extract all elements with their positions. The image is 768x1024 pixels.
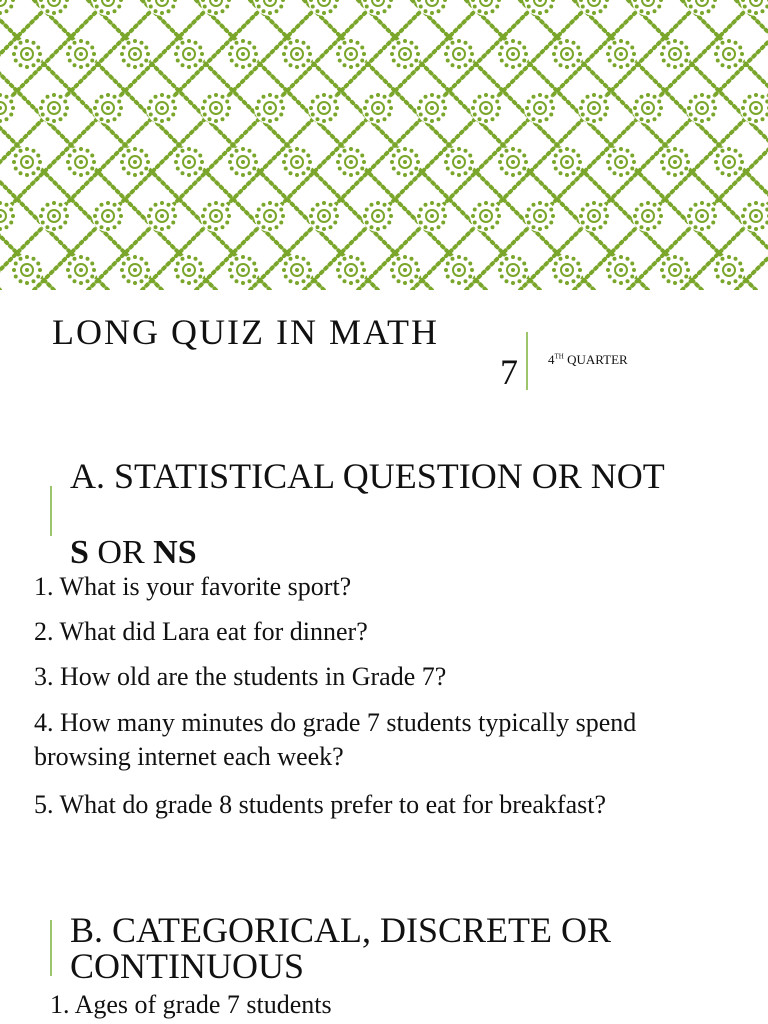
title-block (0, 290, 768, 400)
question-a1: 1. What is your favorite sport? (34, 572, 352, 601)
pattern-group (0, 0, 768, 290)
subtitle-text: QUARTER (563, 352, 628, 367)
subtitle (548, 352, 628, 368)
title-line2: 7 (500, 352, 520, 392)
question-a4: 4. How many minutes do grade 7 students typically spend browsing internet each week? (34, 708, 637, 771)
section-a-heading: A. STATISTICAL QUESTION OR NOT (70, 456, 665, 496)
question-a2: 2. What did Lara eat for dinner? (34, 617, 368, 646)
question-b1: 1. Ages of grade 7 students (50, 990, 332, 1019)
subtitle-ordinal: 4 (548, 352, 555, 367)
title-divider (526, 332, 528, 390)
option-ns: NS (153, 534, 197, 571)
pattern-graphic (0, 0, 768, 290)
question-a5: 5. What do grade 8 students prefer to eat for breakfast? (34, 790, 607, 819)
decorative-banner (0, 0, 768, 290)
section-b-heading: B. CATEGORICAL, DISCRETE OR CONTINUOUS (70, 910, 612, 986)
title-line1: LONG QUIZ IN MATH (52, 312, 439, 352)
section-b-accent-bar (50, 920, 52, 976)
subtitle-suffix: TH (554, 352, 564, 361)
section-a-answer-key (70, 534, 197, 572)
page-title (52, 312, 522, 392)
section-a-accent-bar (50, 486, 52, 536)
question-a3: 3. How old are the students in Grade 7? (34, 662, 447, 691)
option-s: S (70, 534, 89, 571)
option-or: OR (88, 534, 154, 571)
